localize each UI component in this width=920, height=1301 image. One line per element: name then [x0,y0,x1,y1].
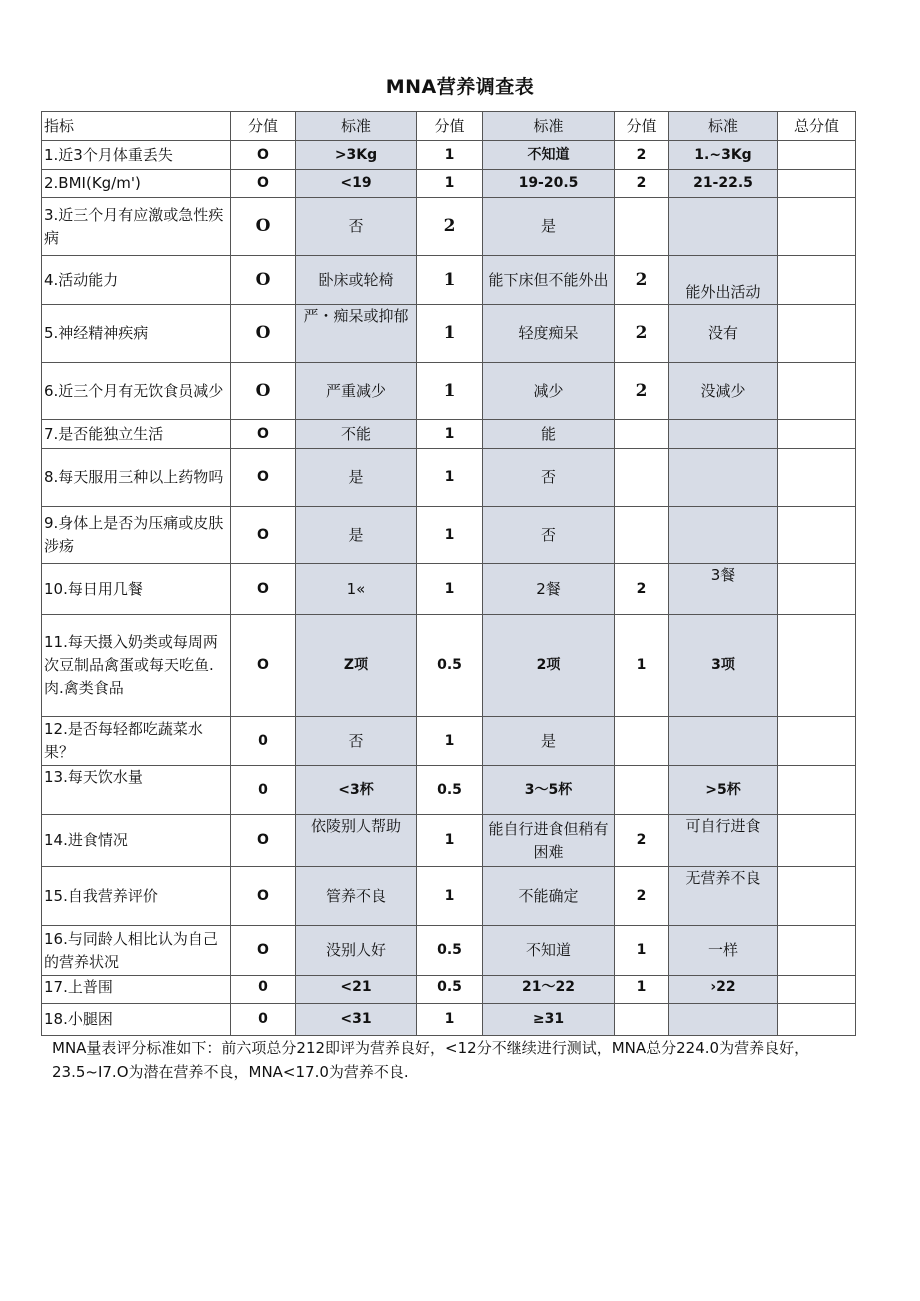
cell-indicator: 5.神经精神疾病 [42,305,231,363]
table-row [42,976,856,1004]
cell-score-a: O [231,615,296,717]
cell-score-c [615,717,669,766]
table-row [42,564,856,615]
cell-score-a: 0 [231,1004,296,1036]
cell-score-c: 2 [615,305,669,363]
cell-total [778,256,856,305]
cell-total [778,815,856,867]
cell-standard-b: 是 [483,198,615,256]
cell-score-b: 1 [417,449,483,507]
table-row [42,615,856,717]
cell-indicator: 12.是否每轻都吃蔬菜水果？ [42,717,231,766]
cell-standard-a: 1« [296,564,417,615]
cell-standard-a: 是 [296,449,417,507]
cell-total [778,976,856,1004]
cell-score-c [615,507,669,564]
cell-score-b: 1 [417,507,483,564]
cell-score-b: 0.5 [417,766,483,815]
cell-total [778,420,856,449]
cell-score-a: O [231,507,296,564]
cell-standard-c: 可自行进食 [669,815,778,867]
cell-standard-c [669,449,778,507]
header-standard-a: 标准 [296,112,417,141]
cell-total [778,198,856,256]
cell-score-a: O [231,363,296,420]
table-row [42,141,856,170]
table-row [42,867,856,926]
cell-indicator: 2.BMI(Kg/m') [42,170,231,198]
cell-score-b: 1 [417,717,483,766]
cell-standard-c: 一样 [669,926,778,976]
cell-total [778,1004,856,1036]
cell-total [778,141,856,170]
cell-score-c: 1 [615,926,669,976]
header-standard-b: 标准 [483,112,615,141]
cell-total [778,449,856,507]
cell-standard-b: 2项 [483,615,615,717]
cell-total [778,615,856,717]
cell-standard-c [669,507,778,564]
cell-score-b: 1 [417,141,483,170]
cell-standard-c: 3餐 [669,564,778,615]
cell-score-a: 0 [231,766,296,815]
cell-score-b: 0.5 [417,926,483,976]
cell-standard-c: ›22 [669,976,778,1004]
header-row [42,112,856,141]
cell-score-c: 2 [615,141,669,170]
cell-standard-a: 没别人好 [296,926,417,976]
cell-standard-a: 严・痴呆或抑郁 [296,305,417,363]
cell-score-b: 1 [417,363,483,420]
cell-standard-b: 是 [483,717,615,766]
cell-score-c: 1 [615,976,669,1004]
cell-score-a: O [231,170,296,198]
cell-standard-c: 能外出活动 [669,256,778,305]
cell-score-c: 2 [615,564,669,615]
cell-standard-b: 否 [483,507,615,564]
cell-standard-c: >5杯 [669,766,778,815]
cell-standard-b: 能自行进食但稍有困难 [483,815,615,867]
cell-score-a: 0 [231,976,296,1004]
cell-standard-b: 减少 [483,363,615,420]
table-row [42,815,856,867]
cell-score-c: 1 [615,615,669,717]
cell-score-c: 2 [615,815,669,867]
page-title: MNA营养调查表 [385,76,535,98]
mna-table [41,111,856,1036]
cell-score-b: 1 [417,1004,483,1036]
cell-score-b: 1 [417,564,483,615]
cell-indicator: 3.近三个月有应激或急性疾病 [42,198,231,256]
cell-score-a: O [231,198,296,256]
cell-score-b: 1 [417,305,483,363]
cell-score-b: 1 [417,815,483,867]
cell-standard-a: 否 [296,198,417,256]
cell-score-a: O [231,926,296,976]
cell-standard-a: 严重减少 [296,363,417,420]
cell-standard-c [669,717,778,766]
table-row [42,926,856,976]
cell-indicator: 9.身体上是否为压痛或皮肤涉疡 [42,507,231,564]
cell-standard-a: 卧床或轮椅 [296,256,417,305]
cell-standard-c: 3项 [669,615,778,717]
cell-indicator: 15.自我营养评价 [42,867,231,926]
cell-indicator: 14.进食情况 [42,815,231,867]
table-row [42,507,856,564]
header-score-c: 分值 [615,112,669,141]
cell-score-a: O [231,256,296,305]
cell-indicator: 6.近三个月有无饮食员减少 [42,363,231,420]
scoring-note: MNA量表评分标准如下：前六项总分212即评为营养良好，<12分不继续进行测试，MNA总分224.0为营养良好，23.5~I7.O为潜在营养不良，MNA<17.0为营养不良. [52,1039,810,1081]
table-row [42,420,856,449]
cell-total [778,717,856,766]
header-score-b: 分值 [417,112,483,141]
cell-indicator: 4.活动能力 [42,256,231,305]
cell-standard-a: <19 [296,170,417,198]
cell-indicator: 1.近3个月体重丢失 [42,141,231,170]
cell-total [778,766,856,815]
table-row [42,449,856,507]
cell-indicator: 11.每天摄入奶类或每周两次豆制品禽蛋或每天吃鱼.肉.禽类食品 [42,615,231,717]
cell-standard-b: ≥31 [483,1004,615,1036]
cell-score-a: O [231,564,296,615]
cell-score-c: 2 [615,867,669,926]
cell-total [778,170,856,198]
cell-score-a: O [231,867,296,926]
cell-standard-c [669,420,778,449]
cell-total [778,564,856,615]
cell-indicator: 18.小腿困 [42,1004,231,1036]
cell-standard-a: Z项 [296,615,417,717]
cell-standard-a: 管养不良 [296,867,417,926]
cell-standard-b: 21～22 [483,976,615,1004]
cell-score-c [615,766,669,815]
table-row [42,717,856,766]
cell-standard-b: 3～5杯 [483,766,615,815]
cell-score-b: 1 [417,256,483,305]
cell-standard-b: 能 [483,420,615,449]
cell-standard-c: 1.~3Kg [669,141,778,170]
cell-standard-c [669,198,778,256]
cell-score-c [615,198,669,256]
cell-standard-a: <21 [296,976,417,1004]
table-row [42,305,856,363]
cell-indicator: 10.每日用几餐 [42,564,231,615]
cell-score-a: 0 [231,717,296,766]
cell-score-b: 0.5 [417,615,483,717]
cell-score-b: 0.5 [417,976,483,1004]
cell-score-c [615,449,669,507]
cell-score-c [615,420,669,449]
cell-standard-b: 否 [483,449,615,507]
cell-total [778,926,856,976]
cell-standard-a: 是 [296,507,417,564]
cell-standard-c: 无营养不良 [669,867,778,926]
cell-standard-b: 不知道 [483,141,615,170]
cell-total [778,305,856,363]
cell-standard-c [669,1004,778,1036]
cell-score-b: 1 [417,867,483,926]
cell-standard-c: 21-22.5 [669,170,778,198]
cell-score-c [615,1004,669,1036]
cell-score-c: 2 [615,256,669,305]
table-row [42,1004,856,1036]
cell-indicator: 7.是否能独立生活 [42,420,231,449]
header-standard-c: 标准 [669,112,778,141]
table-row [42,256,856,305]
cell-score-b: 1 [417,170,483,198]
cell-score-b: 2 [417,198,483,256]
cell-indicator: 17.上普围 [42,976,231,1004]
cell-standard-c: 没减少 [669,363,778,420]
cell-total [778,507,856,564]
cell-score-a: O [231,420,296,449]
cell-score-a: O [231,815,296,867]
table-row [42,363,856,420]
cell-indicator: 8.每天服用三种以上药物吗 [42,449,231,507]
cell-total [778,867,856,926]
cell-score-a: O [231,305,296,363]
cell-indicator: 13.每天饮水量 [42,766,231,815]
table-row [42,170,856,198]
cell-standard-a: 否 [296,717,417,766]
cell-score-a: O [231,449,296,507]
cell-score-c: 2 [615,170,669,198]
header-score-a: 分值 [231,112,296,141]
table-row [42,198,856,256]
cell-score-b: 1 [417,420,483,449]
table-row [42,766,856,815]
cell-standard-a: 不能 [296,420,417,449]
cell-standard-b: 2餐 [483,564,615,615]
cell-standard-b: 不知道 [483,926,615,976]
cell-standard-b: 能下床但不能外出 [483,256,615,305]
cell-standard-c: 没有 [669,305,778,363]
cell-standard-a: 依陵别人帮助 [296,815,417,867]
cell-standard-b: 轻度痴呆 [483,305,615,363]
cell-indicator: 16.与同龄人相比认为自己的营养状况 [42,926,231,976]
cell-standard-b: 19-20.5 [483,170,615,198]
cell-standard-a: <3杯 [296,766,417,815]
cell-score-a: O [231,141,296,170]
cell-total [778,363,856,420]
cell-score-c: 2 [615,363,669,420]
header-indicator: 指标 [42,112,231,141]
cell-standard-b: 不能确定 [483,867,615,926]
header-total: 总分值 [778,112,856,141]
cell-standard-a: >3Kg [296,141,417,170]
cell-standard-a: <31 [296,1004,417,1036]
